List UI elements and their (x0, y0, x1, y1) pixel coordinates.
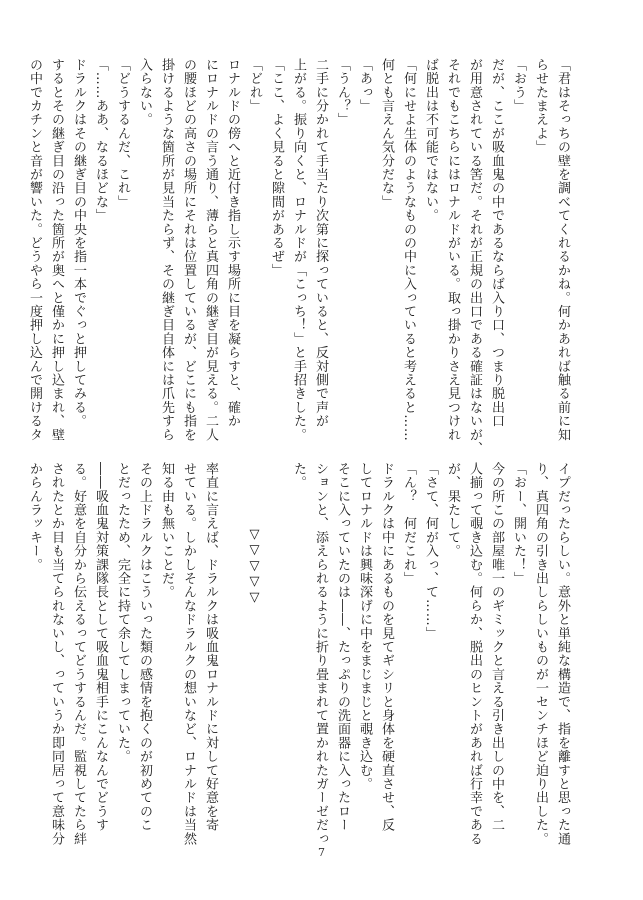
text-line: 掛けるような箇所が見当たらず、その継ぎ目自体には爪先すら (159, 58, 174, 442)
text-line: 「君はそっちの壁を調べてくれるかね。何かあれば触る前に知 (555, 58, 570, 442)
text-line: 「どうするんだ、これ」 (115, 58, 130, 209)
page-number: 7 (318, 846, 325, 859)
text-line: 「あっ」 (357, 58, 372, 113)
text-line: ションと、添えられるように折り畳まれて置かれたガーゼだっ (313, 462, 328, 846)
text-line: されたとか目も当てられないし、っていうか即同居って意味分 (49, 462, 64, 846)
text-line: 「ん？ 何だこれ」 (401, 462, 416, 586)
text-line: からんラッキー。 (27, 462, 42, 572)
text-line: 「おー、開いた！」 (511, 462, 526, 586)
text-line: 人揃って覗き込む。何らか、脱出のヒントがあれば行幸である (467, 462, 482, 846)
text-line: 「おう」 (511, 58, 526, 113)
text-line: 「何にせよ生体のようなものの中に入っていると考えると…… (401, 58, 416, 442)
text-line: た。 (291, 462, 306, 490)
text-line: の腰ほどの高さの場所にそれは位置しているが、どこにも指を (181, 58, 196, 442)
text-line: イプだったらしい。意外と単純な構造で、指を離すと思った通 (555, 462, 570, 846)
text-line: ドラルクは中にあるものを見てギシリと身体を硬直させ、反 (379, 462, 394, 832)
text-line: そこに入っていたのは――、たっぷりの洗面器に入ったロー (335, 462, 350, 832)
text-line: ドラルクはその継ぎ目の中央を指一本でぐっと押してみる。 (71, 58, 86, 428)
text-line: ば脱出は不可能ではない。 (423, 58, 438, 223)
text-block-lower (27, 462, 573, 846)
text-line: 何とも言えん気分だな」 (379, 58, 394, 209)
text-line: 二手に分かれて手当たり次第に探っていると、反対側で声が (313, 58, 328, 428)
text-line: にロナルドの言う通り、薄らと真四角の継ぎ目が見える。二人 (203, 58, 218, 442)
text-line: それでもこちらにはロナルドがいる。取っ掛かりさえ見つけれ (445, 58, 460, 442)
text-line: 率直に言えば、ドラルクは吸血鬼ロナルドに対して好意を寄 (203, 462, 218, 832)
text-line: 今の所この部屋唯一のギミックと言える引き出しの中を、二 (489, 462, 504, 832)
text-line (221, 462, 243, 824)
text-line: するとその継ぎ目の沿った箇所が奥へと僅かに押し込まれ、壁 (49, 58, 64, 442)
text-line: してロナルドは興味深げに中をまじまじと覗き込む。 (357, 462, 372, 791)
text-line: 「どれ」 (247, 58, 262, 113)
text-line: 「……ああ、なるほどな」 (93, 58, 108, 223)
text-line: せている。しかしそんなドラルクの想いなど、ロナルドは当然 (181, 462, 196, 846)
text-line: ▽▽▽▽▽ (247, 527, 262, 606)
text-line: が用意されている筈だ。それが正規の出口である確証はないが、 (467, 58, 482, 456)
text-line: の中でカチンと音が響いた。どうやら一度押し込んで開けるタ (27, 58, 42, 442)
text-line: 「さて、何が入っ、て……」 (423, 462, 438, 641)
text-line: り、真四角の引き出しらしいものが一センチほど迫り出した。 (533, 462, 548, 846)
text-line: だが、ここが吸血鬼の中であるならば入り口、つまり脱出口 (489, 58, 504, 428)
text-line: その上ドラルクはこういった類の感情を抱くのが初めてのこ (137, 462, 152, 832)
text-line: ロナルドの傍へと近付き指し示す場所に目を凝らすと、確か (225, 58, 240, 428)
text-line: らせたまえよ」 (533, 58, 548, 154)
text-line: 入らない。 (137, 58, 152, 127)
text-line: 知る由も無いことだ。 (159, 462, 174, 599)
text-block-upper (27, 58, 573, 456)
text-line: が、果たして。 (445, 462, 460, 558)
text-line: ――吸血鬼対策課隊長として吸血鬼相手にこんなんでどうす (93, 462, 108, 832)
text-line: 上がる。振り向くと、ロナルドが「こっち！」と手招きした。 (291, 58, 306, 442)
text-line: 「うん？」 (335, 58, 350, 127)
text-line: る。好意を自分から伝えるってどうするんだ。監視してたら絆 (71, 462, 86, 846)
text-line: とだったため、完全に持て余してしまっていた。 (115, 462, 130, 764)
text-line: 「ここ、よく見ると隙間があるぜ」 (269, 58, 284, 278)
text-line (265, 462, 287, 824)
